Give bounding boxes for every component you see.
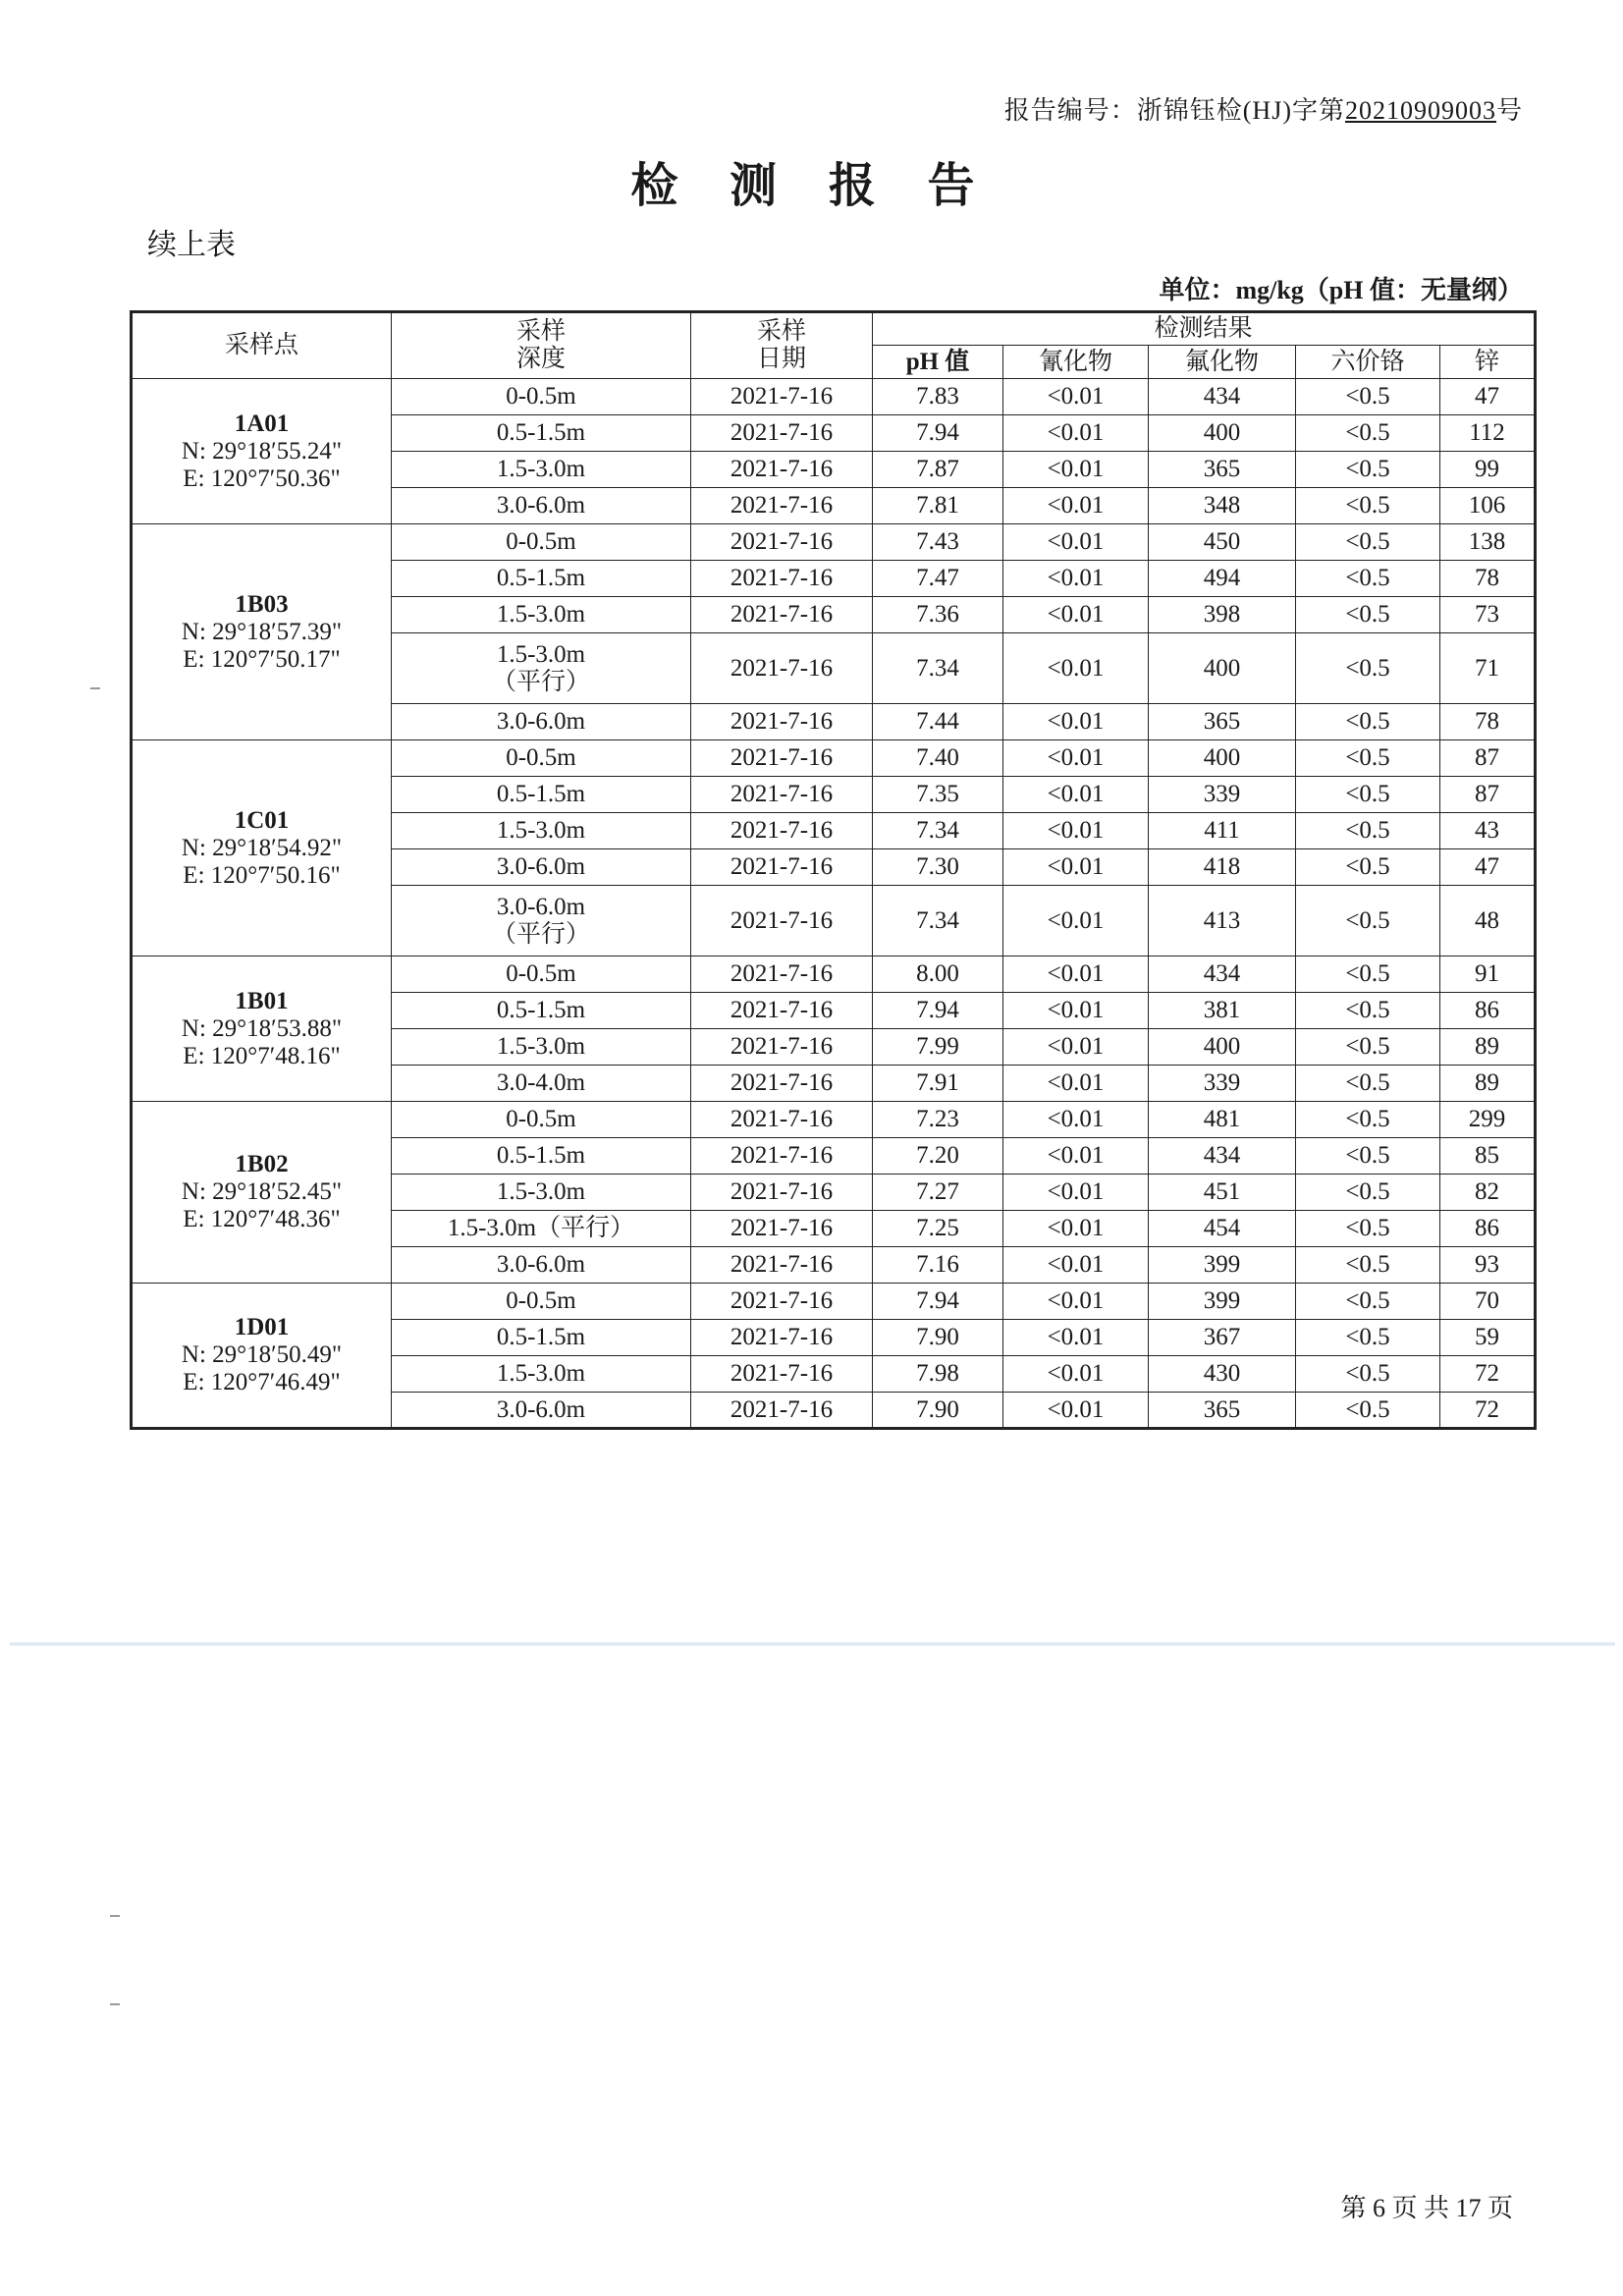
site-longitude: E: 120°7′50.36" xyxy=(183,465,341,492)
cr6-cell: <0.5 xyxy=(1296,379,1440,415)
site-longitude: E: 120°7′48.36" xyxy=(183,1206,341,1232)
date-cell: 2021-7-16 xyxy=(691,1029,873,1066)
cyanide-cell: <0.01 xyxy=(1003,1175,1149,1211)
table-row xyxy=(132,957,1536,993)
cr6-cell: <0.5 xyxy=(1296,740,1440,777)
site-code: 1D01 xyxy=(234,1314,290,1340)
header-zinc: 锌 xyxy=(1440,346,1536,379)
depth-value: 3.0-6.0m xyxy=(496,708,586,735)
site-longitude: E: 120°7′50.17" xyxy=(183,645,341,673)
depth-cell xyxy=(392,1029,691,1066)
header-depth: 采样 深度 xyxy=(392,312,691,379)
depth-value: 1.5-3.0m xyxy=(496,456,586,482)
fluoride-cell: 411 xyxy=(1149,813,1296,849)
cyanide-cell: <0.01 xyxy=(1003,1393,1149,1429)
scan-speck xyxy=(110,1915,120,1917)
cr6-cell: <0.5 xyxy=(1296,452,1440,488)
header-site: 采样点 xyxy=(132,312,392,379)
depth-cell xyxy=(392,813,691,849)
zinc-cell: 70 xyxy=(1440,1284,1536,1320)
depth-note: （平行） xyxy=(491,920,590,948)
ph-cell: 8.00 xyxy=(873,957,1003,993)
fluoride-cell: 400 xyxy=(1149,633,1296,704)
site-code: 1B01 xyxy=(235,987,289,1014)
depth-value: 1.5-3.0m（平行） xyxy=(447,1215,635,1241)
zinc-cell: 47 xyxy=(1440,379,1536,415)
page-number: 第 6 页 共 17 页 xyxy=(1340,2194,1513,2222)
depth-cell xyxy=(392,1211,691,1247)
fluoride-cell: 381 xyxy=(1149,993,1296,1029)
zinc-cell: 299 xyxy=(1440,1102,1536,1138)
fluoride-cell: 450 xyxy=(1149,524,1296,561)
depth-value: 0-0.5m xyxy=(506,1287,576,1314)
header-results: 检测结果 xyxy=(873,312,1536,346)
site-code: 1B03 xyxy=(235,590,289,618)
report-number-suffix: 号 xyxy=(1495,96,1523,125)
depth-value: 3.0-6.0m xyxy=(496,853,586,880)
date-cell: 2021-7-16 xyxy=(691,993,873,1029)
fluoride-cell: 399 xyxy=(1149,1247,1296,1284)
cr6-cell: <0.5 xyxy=(1296,1247,1440,1284)
site-longitude: E: 120°7′46.49" xyxy=(183,1369,341,1395)
zinc-cell: 71 xyxy=(1440,633,1536,704)
date-cell: 2021-7-16 xyxy=(691,1211,873,1247)
depth-value: 1.5-3.0m xyxy=(496,1360,586,1387)
cr6-cell: <0.5 xyxy=(1296,1102,1440,1138)
depth-value: 0.5-1.5m xyxy=(496,1142,586,1169)
fluoride-cell: 434 xyxy=(1149,1138,1296,1175)
cr6-cell: <0.5 xyxy=(1296,1284,1440,1320)
depth-cell xyxy=(392,524,691,561)
ph-cell: 7.35 xyxy=(873,777,1003,813)
ph-cell: 7.83 xyxy=(873,379,1003,415)
site-latitude: N: 29°18′52.45" xyxy=(181,1178,343,1205)
depth-cell xyxy=(392,1102,691,1138)
cyanide-cell: <0.01 xyxy=(1003,524,1149,561)
scan-artifact-line xyxy=(10,1642,1615,1646)
site-cell xyxy=(132,1102,392,1284)
depth-cell xyxy=(392,740,691,777)
cyanide-cell: <0.01 xyxy=(1003,740,1149,777)
fluoride-cell: 399 xyxy=(1149,1284,1296,1320)
ph-cell: 7.90 xyxy=(873,1393,1003,1429)
cyanide-cell: <0.01 xyxy=(1003,415,1149,452)
cr6-cell: <0.5 xyxy=(1296,957,1440,993)
table-row xyxy=(132,740,1536,777)
depth-value: 0-0.5m xyxy=(506,744,576,771)
table-row xyxy=(132,524,1536,561)
ph-cell: 7.94 xyxy=(873,415,1003,452)
cyanide-cell: <0.01 xyxy=(1003,1102,1149,1138)
results-body xyxy=(132,379,1536,1429)
fluoride-cell: 367 xyxy=(1149,1320,1296,1356)
header-cr6: 六价铬 xyxy=(1296,346,1440,379)
cr6-cell: <0.5 xyxy=(1296,704,1440,740)
site-longitude: E: 120°7′48.16" xyxy=(183,1042,341,1069)
date-cell: 2021-7-16 xyxy=(691,1066,873,1102)
cyanide-cell: <0.01 xyxy=(1003,886,1149,957)
depth-cell xyxy=(392,1320,691,1356)
date-cell: 2021-7-16 xyxy=(691,1393,873,1429)
site-latitude: N: 29°18′55.24" xyxy=(181,437,343,465)
depth-value: 0.5-1.5m xyxy=(496,419,586,446)
date-cell: 2021-7-16 xyxy=(691,524,873,561)
depth-cell xyxy=(392,1284,691,1320)
ph-cell: 7.16 xyxy=(873,1247,1003,1284)
depth-cell xyxy=(392,1393,691,1429)
depth-note: （平行） xyxy=(491,668,590,695)
zinc-cell: 78 xyxy=(1440,704,1536,740)
fluoride-cell: 434 xyxy=(1149,379,1296,415)
cyanide-cell: <0.01 xyxy=(1003,849,1149,886)
date-cell: 2021-7-16 xyxy=(691,704,873,740)
zinc-cell: 86 xyxy=(1440,1211,1536,1247)
results-table xyxy=(130,310,1537,1430)
zinc-cell: 85 xyxy=(1440,1138,1536,1175)
zinc-cell: 87 xyxy=(1440,740,1536,777)
cyanide-cell: <0.01 xyxy=(1003,379,1149,415)
cr6-cell: <0.5 xyxy=(1296,777,1440,813)
ph-cell: 7.25 xyxy=(873,1211,1003,1247)
depth-value: 1.5-3.0m xyxy=(496,1178,586,1205)
depth-value: 3.0-6.0m xyxy=(496,893,586,920)
ph-cell: 7.34 xyxy=(873,813,1003,849)
scan-speck xyxy=(90,687,100,689)
fluoride-cell: 365 xyxy=(1149,452,1296,488)
header-ph: pH 值 xyxy=(873,346,1003,379)
fluoride-cell: 365 xyxy=(1149,1393,1296,1429)
zinc-cell: 91 xyxy=(1440,957,1536,993)
cr6-cell: <0.5 xyxy=(1296,1211,1440,1247)
depth-value: 0-0.5m xyxy=(506,1106,576,1132)
zinc-cell: 87 xyxy=(1440,777,1536,813)
cr6-cell: <0.5 xyxy=(1296,1138,1440,1175)
report-number xyxy=(1004,90,1523,127)
site-cell xyxy=(132,379,392,524)
depth-cell xyxy=(392,1247,691,1284)
cr6-cell: <0.5 xyxy=(1296,1175,1440,1211)
report-number-label: 报告编号：浙锦钰检(HJ)字第 xyxy=(1003,96,1345,125)
zinc-cell: 99 xyxy=(1440,452,1536,488)
cyanide-cell: <0.01 xyxy=(1003,957,1149,993)
depth-value: 0-0.5m xyxy=(506,528,576,555)
cyanide-cell: <0.01 xyxy=(1003,1356,1149,1393)
continued-label: 续上表 xyxy=(147,229,236,261)
cyanide-cell: <0.01 xyxy=(1003,1138,1149,1175)
ph-cell: 7.91 xyxy=(873,1066,1003,1102)
cr6-cell: <0.5 xyxy=(1296,415,1440,452)
depth-cell xyxy=(392,561,691,597)
cr6-cell: <0.5 xyxy=(1296,1356,1440,1393)
zinc-cell: 72 xyxy=(1440,1393,1536,1429)
zinc-cell: 43 xyxy=(1440,813,1536,849)
cyanide-cell: <0.01 xyxy=(1003,1320,1149,1356)
depth-value: 3.0-4.0m xyxy=(496,1069,586,1096)
fluoride-cell: 494 xyxy=(1149,561,1296,597)
ph-cell: 7.94 xyxy=(873,993,1003,1029)
zinc-cell: 48 xyxy=(1440,886,1536,957)
ph-cell: 7.20 xyxy=(873,1138,1003,1175)
cyanide-cell: <0.01 xyxy=(1003,1066,1149,1102)
ph-cell: 7.43 xyxy=(873,524,1003,561)
cyanide-cell: <0.01 xyxy=(1003,704,1149,740)
date-cell: 2021-7-16 xyxy=(691,1175,873,1211)
header-cyanide: 氰化物 xyxy=(1003,346,1149,379)
fluoride-cell: 430 xyxy=(1149,1356,1296,1393)
date-cell: 2021-7-16 xyxy=(691,1284,873,1320)
cr6-cell: <0.5 xyxy=(1296,1320,1440,1356)
depth-cell xyxy=(392,597,691,633)
cr6-cell: <0.5 xyxy=(1296,561,1440,597)
site-latitude: N: 29°18′54.92" xyxy=(181,834,343,861)
zinc-cell: 138 xyxy=(1440,524,1536,561)
depth-cell xyxy=(392,1356,691,1393)
site-cell xyxy=(132,957,392,1102)
cr6-cell: <0.5 xyxy=(1296,1029,1440,1066)
site-latitude: N: 29°18′53.88" xyxy=(181,1014,343,1042)
depth-value: 1.5-3.0m xyxy=(496,1033,586,1060)
cyanide-cell: <0.01 xyxy=(1003,488,1149,524)
date-cell: 2021-7-16 xyxy=(691,597,873,633)
date-cell: 2021-7-16 xyxy=(691,633,873,704)
cr6-cell: <0.5 xyxy=(1296,524,1440,561)
date-cell: 2021-7-16 xyxy=(691,452,873,488)
scan-speck xyxy=(110,2003,120,2005)
depth-value: 0.5-1.5m xyxy=(496,997,586,1023)
site-code: 1B02 xyxy=(235,1151,289,1177)
depth-cell xyxy=(392,849,691,886)
cr6-cell: <0.5 xyxy=(1296,1393,1440,1429)
cr6-cell: <0.5 xyxy=(1296,813,1440,849)
zinc-cell: 73 xyxy=(1440,597,1536,633)
depth-value: 0.5-1.5m xyxy=(496,565,586,591)
depth-value: 0.5-1.5m xyxy=(496,1324,586,1350)
cyanide-cell: <0.01 xyxy=(1003,777,1149,813)
date-cell: 2021-7-16 xyxy=(691,849,873,886)
cr6-cell: <0.5 xyxy=(1296,849,1440,886)
zinc-cell: 72 xyxy=(1440,1356,1536,1393)
page-title: 检 测 报 告 xyxy=(630,158,993,213)
fluoride-cell: 454 xyxy=(1149,1211,1296,1247)
fluoride-cell: 434 xyxy=(1149,957,1296,993)
fluoride-cell: 400 xyxy=(1149,415,1296,452)
table-row xyxy=(132,1102,1536,1138)
site-cell xyxy=(132,740,392,957)
cr6-cell: <0.5 xyxy=(1296,488,1440,524)
depth-value: 1.5-3.0m xyxy=(496,640,586,668)
date-cell: 2021-7-16 xyxy=(691,1138,873,1175)
cr6-cell: <0.5 xyxy=(1296,886,1440,957)
fluoride-cell: 418 xyxy=(1149,849,1296,886)
zinc-cell: 78 xyxy=(1440,561,1536,597)
cyanide-cell: <0.01 xyxy=(1003,633,1149,704)
date-cell: 2021-7-16 xyxy=(691,813,873,849)
depth-value: 1.5-3.0m xyxy=(496,601,586,628)
header-fluoride: 氟化物 xyxy=(1149,346,1296,379)
depth-value: 0.5-1.5m xyxy=(496,781,586,807)
site-longitude: E: 120°7′50.16" xyxy=(183,861,341,889)
cyanide-cell: <0.01 xyxy=(1003,1029,1149,1066)
cyanide-cell: <0.01 xyxy=(1003,813,1149,849)
depth-cell xyxy=(392,452,691,488)
depth-value: 0-0.5m xyxy=(506,383,576,410)
cyanide-cell: <0.01 xyxy=(1003,993,1149,1029)
fluoride-cell: 339 xyxy=(1149,1066,1296,1102)
date-cell: 2021-7-16 xyxy=(691,488,873,524)
ph-cell: 7.23 xyxy=(873,1102,1003,1138)
zinc-cell: 89 xyxy=(1440,1029,1536,1066)
date-cell: 2021-7-16 xyxy=(691,957,873,993)
date-cell: 2021-7-16 xyxy=(691,1247,873,1284)
ph-cell: 7.90 xyxy=(873,1320,1003,1356)
depth-cell xyxy=(392,1175,691,1211)
ph-cell: 7.27 xyxy=(873,1175,1003,1211)
cr6-cell: <0.5 xyxy=(1296,993,1440,1029)
depth-value: 0-0.5m xyxy=(506,960,576,987)
ph-cell: 7.30 xyxy=(873,849,1003,886)
depth-cell xyxy=(392,704,691,740)
zinc-cell: 47 xyxy=(1440,849,1536,886)
header-date: 采样 日期 xyxy=(691,312,873,379)
depth-cell xyxy=(392,957,691,993)
fluoride-cell: 339 xyxy=(1149,777,1296,813)
ph-cell: 7.44 xyxy=(873,704,1003,740)
depth-cell xyxy=(392,415,691,452)
depth-cell xyxy=(392,993,691,1029)
date-cell: 2021-7-16 xyxy=(691,379,873,415)
cyanide-cell: <0.01 xyxy=(1003,452,1149,488)
ph-cell: 7.40 xyxy=(873,740,1003,777)
ph-cell: 7.98 xyxy=(873,1356,1003,1393)
ph-cell: 7.99 xyxy=(873,1029,1003,1066)
date-cell: 2021-7-16 xyxy=(691,777,873,813)
fluoride-cell: 398 xyxy=(1149,597,1296,633)
fluoride-cell: 451 xyxy=(1149,1175,1296,1211)
cyanide-cell: <0.01 xyxy=(1003,561,1149,597)
date-cell: 2021-7-16 xyxy=(691,740,873,777)
site-cell xyxy=(132,1284,392,1429)
cr6-cell: <0.5 xyxy=(1296,633,1440,704)
date-cell: 2021-7-16 xyxy=(691,1356,873,1393)
table-row xyxy=(132,1284,1536,1320)
fluoride-cell: 365 xyxy=(1149,704,1296,740)
zinc-cell: 59 xyxy=(1440,1320,1536,1356)
zinc-cell: 82 xyxy=(1440,1175,1536,1211)
depth-value: 3.0-6.0m xyxy=(496,1251,586,1278)
unit-note: 单位：mg/kg（pH 值：无量纲） xyxy=(1159,276,1523,304)
cyanide-cell: <0.01 xyxy=(1003,1211,1149,1247)
ph-cell: 7.34 xyxy=(873,886,1003,957)
zinc-cell: 112 xyxy=(1440,415,1536,452)
depth-cell xyxy=(392,886,691,957)
ph-cell: 7.94 xyxy=(873,1284,1003,1320)
cyanide-cell: <0.01 xyxy=(1003,597,1149,633)
zinc-cell: 93 xyxy=(1440,1247,1536,1284)
zinc-cell: 86 xyxy=(1440,993,1536,1029)
date-cell: 2021-7-16 xyxy=(691,1320,873,1356)
depth-value: 3.0-6.0m xyxy=(496,492,586,519)
depth-value: 3.0-6.0m xyxy=(496,1395,586,1423)
fluoride-cell: 348 xyxy=(1149,488,1296,524)
ph-cell: 7.36 xyxy=(873,597,1003,633)
fluoride-cell: 400 xyxy=(1149,1029,1296,1066)
cr6-cell: <0.5 xyxy=(1296,597,1440,633)
site-code: 1C01 xyxy=(234,806,290,834)
depth-cell xyxy=(392,633,691,704)
site-cell xyxy=(132,524,392,740)
cr6-cell: <0.5 xyxy=(1296,1066,1440,1102)
depth-cell xyxy=(392,777,691,813)
date-cell: 2021-7-16 xyxy=(691,415,873,452)
site-latitude: N: 29°18′57.39" xyxy=(181,618,343,645)
site-latitude: N: 29°18′50.49" xyxy=(181,1341,343,1368)
date-cell: 2021-7-16 xyxy=(691,561,873,597)
date-cell: 2021-7-16 xyxy=(691,1102,873,1138)
zinc-cell: 89 xyxy=(1440,1066,1536,1102)
ph-cell: 7.34 xyxy=(873,633,1003,704)
fluoride-cell: 481 xyxy=(1149,1102,1296,1138)
depth-value: 1.5-3.0m xyxy=(496,817,586,844)
depth-cell xyxy=(392,1138,691,1175)
fluoride-cell: 400 xyxy=(1149,740,1296,777)
report-number-value: 20210909003 xyxy=(1344,96,1496,125)
date-cell: 2021-7-16 xyxy=(691,886,873,957)
cyanide-cell: <0.01 xyxy=(1003,1247,1149,1284)
ph-cell: 7.87 xyxy=(873,452,1003,488)
cyanide-cell: <0.01 xyxy=(1003,1284,1149,1320)
fluoride-cell: 413 xyxy=(1149,886,1296,957)
zinc-cell: 106 xyxy=(1440,488,1536,524)
depth-cell xyxy=(392,488,691,524)
ph-cell: 7.81 xyxy=(873,488,1003,524)
ph-cell: 7.47 xyxy=(873,561,1003,597)
site-code: 1A01 xyxy=(234,410,290,437)
depth-cell xyxy=(392,1066,691,1102)
depth-cell xyxy=(392,379,691,415)
table-row xyxy=(132,379,1536,415)
